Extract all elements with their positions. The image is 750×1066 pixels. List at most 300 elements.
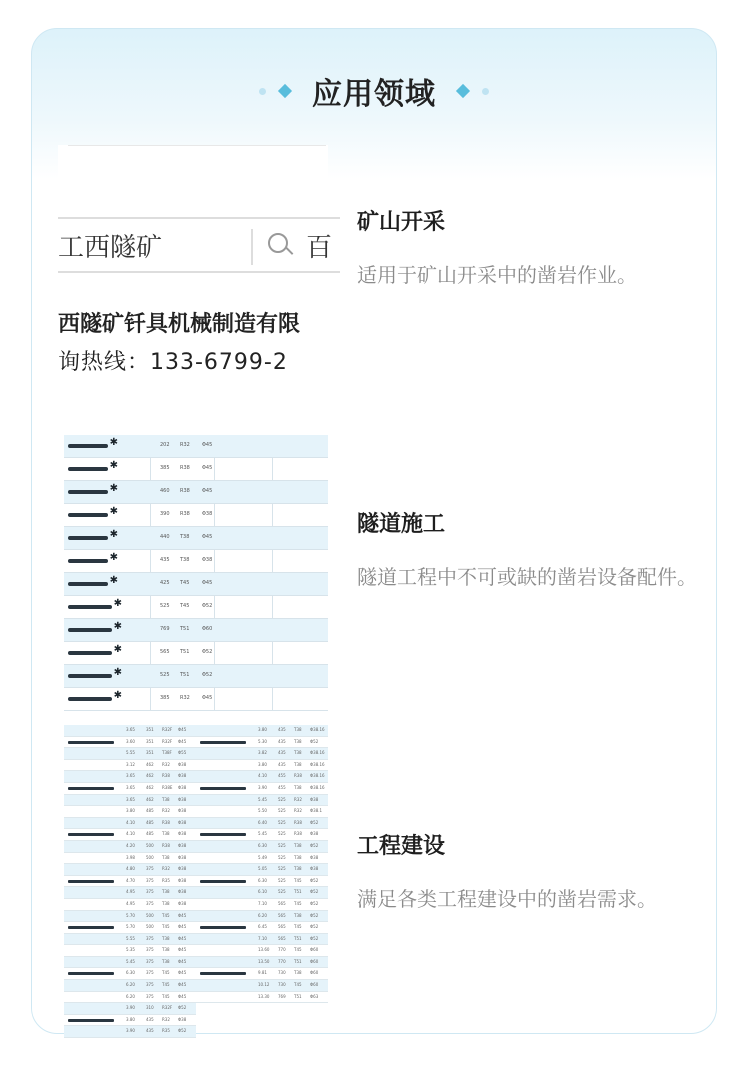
table-row xyxy=(196,887,328,899)
table-row xyxy=(196,806,328,818)
drill-rod-icon xyxy=(68,787,114,790)
table-cell: 4.95 xyxy=(126,889,135,895)
table-row xyxy=(64,619,328,642)
table-row xyxy=(64,957,196,969)
table-cell: 500 xyxy=(146,854,154,860)
table-cell: 5.45 xyxy=(258,796,267,802)
table-cell: 730 xyxy=(278,970,286,976)
table-row xyxy=(196,980,328,992)
table-row xyxy=(196,760,328,772)
drill-rod-icon xyxy=(68,674,112,678)
table-cell: 3.80 xyxy=(126,1016,135,1022)
table-row xyxy=(64,887,196,899)
table-cell: 769 xyxy=(160,626,170,632)
dot-icon xyxy=(482,88,489,95)
table-cell: Φ38 xyxy=(310,866,319,872)
table-cell: T38 xyxy=(162,854,170,860)
table-cell: 375 xyxy=(146,982,154,988)
table-cell: R32 xyxy=(294,808,302,814)
table-cell: T38 xyxy=(294,761,302,767)
table-cell: 5.55 xyxy=(126,750,135,756)
table-cell: 3.90 xyxy=(126,1028,135,1034)
table-row xyxy=(64,748,196,760)
table-cell: 375 xyxy=(146,900,154,906)
table-cell: T45 xyxy=(294,877,302,883)
drill-rod-icon xyxy=(68,1019,114,1022)
table-cell: 6.30 xyxy=(258,842,267,848)
application-title: 工程建设 xyxy=(357,834,446,859)
table-row xyxy=(64,1015,196,1027)
table-cell: R38 xyxy=(294,831,302,837)
table-cell: 13.60 xyxy=(258,947,270,953)
table-row xyxy=(64,864,196,876)
table-cell: Φ52 xyxy=(310,924,319,930)
table-cell: 375 xyxy=(146,889,154,895)
table-cell: 730 xyxy=(278,982,286,988)
table-row xyxy=(196,876,328,888)
table-cell: Φ38 xyxy=(178,808,187,814)
table-cell: Φ63 xyxy=(310,993,319,999)
table-row xyxy=(64,642,328,665)
table-cell: 565 xyxy=(278,912,286,918)
table-cell: 375 xyxy=(146,877,154,883)
drill-rod-icon xyxy=(68,697,112,701)
table-cell: 4.20 xyxy=(126,842,135,848)
table-cell: 310 xyxy=(146,1005,154,1011)
application-card xyxy=(31,28,717,1034)
application-title: 矿山开采 xyxy=(357,210,446,235)
table-cell: Φ52 xyxy=(310,889,319,895)
table-cell: Φ45 xyxy=(178,912,187,918)
table-cell: T38 xyxy=(294,842,302,848)
table-cell: Φ60 xyxy=(310,970,319,976)
table-cell: Φ38 xyxy=(202,511,213,517)
table-cell: 385 xyxy=(160,465,170,471)
table-cell: 565 xyxy=(278,924,286,930)
table-cell: Φ38 xyxy=(178,1016,187,1022)
table-cell: 6.20 xyxy=(126,993,135,999)
drill-rod-icon xyxy=(68,741,114,744)
table-cell: T45 xyxy=(294,900,302,906)
table-cell: 525 xyxy=(278,866,286,872)
table-cell: Φ45 xyxy=(178,924,187,930)
table-cell: 460 xyxy=(160,488,170,494)
table-cell: 385 xyxy=(160,695,170,701)
product-table xyxy=(64,435,328,711)
table-cell: 3.12 xyxy=(126,761,135,767)
table-cell: T38 xyxy=(294,912,302,918)
table-cell: Φ52 xyxy=(310,912,319,918)
table-cell: Φ52 xyxy=(310,900,319,906)
table-cell: 4.95 xyxy=(126,900,135,906)
table-cell: 525 xyxy=(160,603,170,609)
table-row xyxy=(64,550,328,573)
table-cell: 525 xyxy=(278,819,286,825)
table-cell: Φ38 xyxy=(178,773,187,779)
table-cell: 435 xyxy=(146,1016,154,1022)
table-cell: 525 xyxy=(160,672,170,678)
table-cell: 500 xyxy=(146,912,154,918)
table-cell: 455 xyxy=(278,773,286,779)
drill-rod-icon xyxy=(68,926,114,929)
table-cell: 5.30 xyxy=(258,738,267,744)
table-row xyxy=(64,876,196,888)
table-row xyxy=(64,968,196,980)
table-cell: 462 xyxy=(146,784,154,790)
application-title: 隧道施工 xyxy=(357,512,446,537)
table-row xyxy=(64,688,328,711)
table-row xyxy=(64,911,196,923)
application-info xyxy=(357,205,697,291)
table-cell: 485 xyxy=(146,831,154,837)
table-cell: Φ45 xyxy=(178,982,187,988)
table-cell: 10.12 xyxy=(258,982,270,988)
application-info xyxy=(357,507,697,593)
table-cell: Φ45 xyxy=(202,442,213,448)
table-cell: 375 xyxy=(146,866,154,872)
table-row xyxy=(196,771,328,783)
table-cell: T45 xyxy=(162,982,170,988)
table-row xyxy=(196,795,328,807)
table-cell: T38 xyxy=(162,831,170,837)
table-cell: 375 xyxy=(146,958,154,964)
table-cell: Φ45 xyxy=(178,727,187,732)
drill-rod-icon xyxy=(200,972,246,975)
table-cell: Φ52 xyxy=(178,1005,187,1011)
company-text: 西隧矿钎具机械制造有限 xyxy=(58,312,301,337)
table-row xyxy=(64,481,328,504)
table-cell: 6.10 xyxy=(258,889,267,895)
table-cell: Φ45 xyxy=(178,970,187,976)
table-row xyxy=(64,665,328,688)
table-cell: T38 xyxy=(180,557,190,563)
table-cell: 4.70 xyxy=(126,877,135,883)
table-cell: Φ38 xyxy=(178,784,187,790)
drill-rod-icon xyxy=(68,582,108,586)
drill-rod-icon xyxy=(68,444,108,448)
application-item-construction xyxy=(32,725,716,1034)
table-row xyxy=(64,922,196,934)
table-cell: R32 xyxy=(294,796,302,802)
table-cell: 3.80 xyxy=(258,727,267,732)
drill-rod-icon xyxy=(68,605,112,609)
table-cell: T45 xyxy=(180,603,190,609)
table-cell: Φ60 xyxy=(310,947,319,953)
table-cell: 5.45 xyxy=(258,831,267,837)
table-cell: T38 xyxy=(294,750,302,756)
table-cell: Φ38 xyxy=(178,889,187,895)
table-cell: 5.50 xyxy=(258,808,267,814)
table-cell: 770 xyxy=(278,947,286,953)
table-cell: T45 xyxy=(162,912,170,918)
table-row xyxy=(64,737,196,749)
table-row xyxy=(64,899,196,911)
table-cell: 425 xyxy=(160,580,170,586)
table-cell: R32F xyxy=(162,1005,173,1011)
table-cell: 5.05 xyxy=(258,866,267,872)
table-cell: Φ52 xyxy=(178,1028,187,1034)
table-cell: Φ45 xyxy=(202,534,213,540)
table-cell: T38 xyxy=(294,738,302,744)
table-cell: Φ45 xyxy=(178,738,187,744)
table-cell: Φ38 xyxy=(178,831,187,837)
divider xyxy=(68,145,326,146)
table-cell: T38 xyxy=(162,935,170,941)
table-cell: Φ52 xyxy=(310,935,319,941)
table-cell: Φ38 xyxy=(178,866,187,872)
table-cell: Φ45 xyxy=(202,580,213,586)
table-row xyxy=(196,864,328,876)
table-cell: 435 xyxy=(160,557,170,563)
table-cell: 462 xyxy=(146,773,154,779)
table-cell: Φ38 xyxy=(178,842,187,848)
table-cell: 435 xyxy=(278,750,286,756)
table-cell: Φ38.1 xyxy=(310,808,323,814)
table-row xyxy=(64,795,196,807)
table-cell: T38 xyxy=(294,727,302,732)
table-row xyxy=(64,806,196,818)
table-row xyxy=(196,818,328,830)
table-cell: 3.90 xyxy=(258,784,267,790)
drill-rod-icon xyxy=(68,536,108,540)
table-cell: R38E xyxy=(162,784,173,790)
table-cell: 202 xyxy=(160,442,170,448)
drill-rod-icon xyxy=(200,787,246,790)
drill-rod-icon xyxy=(68,559,108,563)
table-row xyxy=(196,725,328,737)
table-row xyxy=(64,725,196,737)
table-cell: Φ45 xyxy=(202,488,213,494)
drill-rod-icon xyxy=(200,926,246,929)
table-cell: T51 xyxy=(294,958,302,964)
table-cell: 6.20 xyxy=(258,912,267,918)
table-cell: R32 xyxy=(180,695,190,701)
table-cell: T45 xyxy=(162,993,170,999)
diamond-icon xyxy=(456,84,470,98)
table-cell: T51 xyxy=(180,672,190,678)
table-cell: T45 xyxy=(294,982,302,988)
table-cell: 435 xyxy=(146,1028,154,1034)
table-row xyxy=(64,829,196,841)
table-row xyxy=(196,911,328,923)
table-cell: 6.20 xyxy=(126,982,135,988)
table-row xyxy=(64,841,196,853)
table-cell: R32 xyxy=(162,761,170,767)
table-cell: T51 xyxy=(180,649,190,655)
table-cell: Φ38 xyxy=(310,854,319,860)
table-cell: R32 xyxy=(162,1016,170,1022)
table-cell: 565 xyxy=(160,649,170,655)
table-cell: T38 xyxy=(180,534,190,540)
table-cell: Φ45 xyxy=(178,935,187,941)
table-row xyxy=(64,504,328,527)
table-cell: 13.50 xyxy=(258,958,270,964)
application-description: 满足各类工程建设中的凿岩需求。 xyxy=(357,887,657,911)
table-row xyxy=(64,458,328,481)
table-cell: R35 xyxy=(162,1028,170,1034)
search-text: 百 xyxy=(306,233,333,263)
table-cell: Φ45 xyxy=(202,465,213,471)
table-cell: Φ45 xyxy=(178,947,187,953)
drill-rod-icon xyxy=(68,972,114,975)
table-cell: 3.65 xyxy=(126,784,135,790)
table-cell: 375 xyxy=(146,947,154,953)
table-cell: T38 xyxy=(294,970,302,976)
table-cell: Φ52 xyxy=(202,649,213,655)
table-cell: 7.10 xyxy=(258,935,267,941)
dot-icon xyxy=(259,88,266,95)
table-cell: 525 xyxy=(278,854,286,860)
table-cell: R32F xyxy=(162,727,173,732)
table-cell: 4.80 xyxy=(126,866,135,872)
table-cell: Φ38 xyxy=(178,796,187,802)
table-cell: T38F xyxy=(162,750,172,756)
table-cell: Φ38 xyxy=(310,831,319,837)
diamond-icon xyxy=(278,84,292,98)
table-cell: 485 xyxy=(146,808,154,814)
table-cell: T45 xyxy=(162,924,170,930)
table-cell: R32 xyxy=(162,808,170,814)
drill-rod-icon xyxy=(68,833,114,836)
phone-text: 询热线：133-6799-2 xyxy=(58,350,288,375)
table-row xyxy=(196,748,328,760)
table-row xyxy=(196,992,328,1004)
table-cell: Φ45 xyxy=(178,993,187,999)
table-cell: T38 xyxy=(162,796,170,802)
table-cell: 7.10 xyxy=(258,900,267,906)
table-cell: R32F xyxy=(162,738,173,744)
table-row xyxy=(64,771,196,783)
table-row xyxy=(196,968,328,980)
table-cell: Φ52 xyxy=(310,842,319,848)
table-row xyxy=(196,853,328,865)
table-cell: Φ38.16 xyxy=(310,773,325,779)
table-cell: R32 xyxy=(162,866,170,872)
table-cell: 5.70 xyxy=(126,924,135,930)
table-cell: 435 xyxy=(278,738,286,744)
table-cell: 13.30 xyxy=(258,993,270,999)
table-row xyxy=(196,934,328,946)
table-cell: T45 xyxy=(162,970,170,976)
table-cell: T45 xyxy=(294,924,302,930)
table-cell: 3.65 xyxy=(126,796,135,802)
table-cell: 565 xyxy=(278,900,286,906)
table-cell: 375 xyxy=(146,993,154,999)
table-cell: 351 xyxy=(146,727,154,732)
drill-rod-icon xyxy=(68,490,108,494)
section-header xyxy=(32,69,716,113)
table-cell: R38 xyxy=(180,511,190,517)
drill-rod-icon xyxy=(68,467,108,471)
table-cell: 455 xyxy=(278,784,286,790)
table-cell: T38 xyxy=(162,958,170,964)
table-cell: 769 xyxy=(278,993,286,999)
table-cell: Φ45 xyxy=(202,695,213,701)
table-cell: 390 xyxy=(160,511,170,517)
table-row xyxy=(64,435,328,458)
application-info xyxy=(357,829,697,915)
table-row xyxy=(64,945,196,957)
table-row xyxy=(64,527,328,550)
table-cell: Φ52 xyxy=(202,603,213,609)
table-row xyxy=(196,922,328,934)
table-cell: Φ38 xyxy=(310,796,319,802)
table-cell: Φ52 xyxy=(310,877,319,883)
table-cell: R38 xyxy=(180,465,190,471)
table-row xyxy=(64,596,328,619)
table-row xyxy=(64,1026,196,1038)
table-cell: Φ38.16 xyxy=(310,727,325,732)
table-row xyxy=(196,945,328,957)
table-cell: Φ60 xyxy=(310,982,319,988)
table-cell: 435 xyxy=(278,727,286,732)
drill-rod-icon xyxy=(68,880,114,883)
drill-rod-icon xyxy=(68,628,112,632)
table-cell: Φ38.16 xyxy=(310,761,325,767)
brand-text: 工西隧矿 xyxy=(58,233,163,263)
table-cell: R35 xyxy=(162,877,170,883)
table-cell: R32 xyxy=(180,442,190,448)
table-cell: 525 xyxy=(278,889,286,895)
application-description: 隧道工程中不可或缺的凿岩设备配件。 xyxy=(357,565,697,589)
table-cell: Φ38.16 xyxy=(310,784,325,790)
divider xyxy=(251,229,253,265)
table-cell: 525 xyxy=(278,877,286,883)
table-cell: 351 xyxy=(146,738,154,744)
table-cell: 3.60 xyxy=(126,738,135,744)
table-cell: 485 xyxy=(146,819,154,825)
drill-rod-icon xyxy=(200,880,246,883)
application-item-mining xyxy=(32,145,716,415)
table-cell: T38 xyxy=(294,854,302,860)
table-cell: R38 xyxy=(162,819,170,825)
table-cell: Φ38 xyxy=(178,761,187,767)
table-cell: 4.10 xyxy=(258,773,267,779)
table-cell: 500 xyxy=(146,924,154,930)
table-cell: 4.10 xyxy=(126,819,135,825)
table-cell: 3.65 xyxy=(126,773,135,779)
table-cell: 4.10 xyxy=(126,831,135,837)
table-cell: 5.70 xyxy=(126,912,135,918)
table-cell: 525 xyxy=(278,796,286,802)
table-cell: Φ38.16 xyxy=(310,750,325,756)
table-cell: T51 xyxy=(294,993,302,999)
table-cell: 565 xyxy=(278,935,286,941)
table-cell: 375 xyxy=(146,935,154,941)
table-cell: Φ45 xyxy=(178,958,187,964)
table-cell: T51 xyxy=(294,889,302,895)
table-cell: 435 xyxy=(278,761,286,767)
table-cell: 525 xyxy=(278,808,286,814)
tunnel-thumbnail xyxy=(58,435,328,717)
table-row xyxy=(64,760,196,772)
table-cell: R38 xyxy=(162,842,170,848)
table-cell: 3.65 xyxy=(126,727,135,732)
drill-rod-icon xyxy=(68,513,108,517)
table-row xyxy=(196,957,328,969)
drill-rod-icon xyxy=(200,741,246,744)
table-cell: 3.80 xyxy=(126,808,135,814)
table-cell: Φ60 xyxy=(202,626,213,632)
table-cell: 6.40 xyxy=(258,819,267,825)
table-cell: T45 xyxy=(294,947,302,953)
application-item-tunnel xyxy=(32,435,716,717)
table-cell: Φ60 xyxy=(310,958,319,964)
table-cell: T38 xyxy=(162,900,170,906)
drill-rod-icon xyxy=(200,833,246,836)
table-cell: 462 xyxy=(146,761,154,767)
table-cell: 375 xyxy=(146,970,154,976)
